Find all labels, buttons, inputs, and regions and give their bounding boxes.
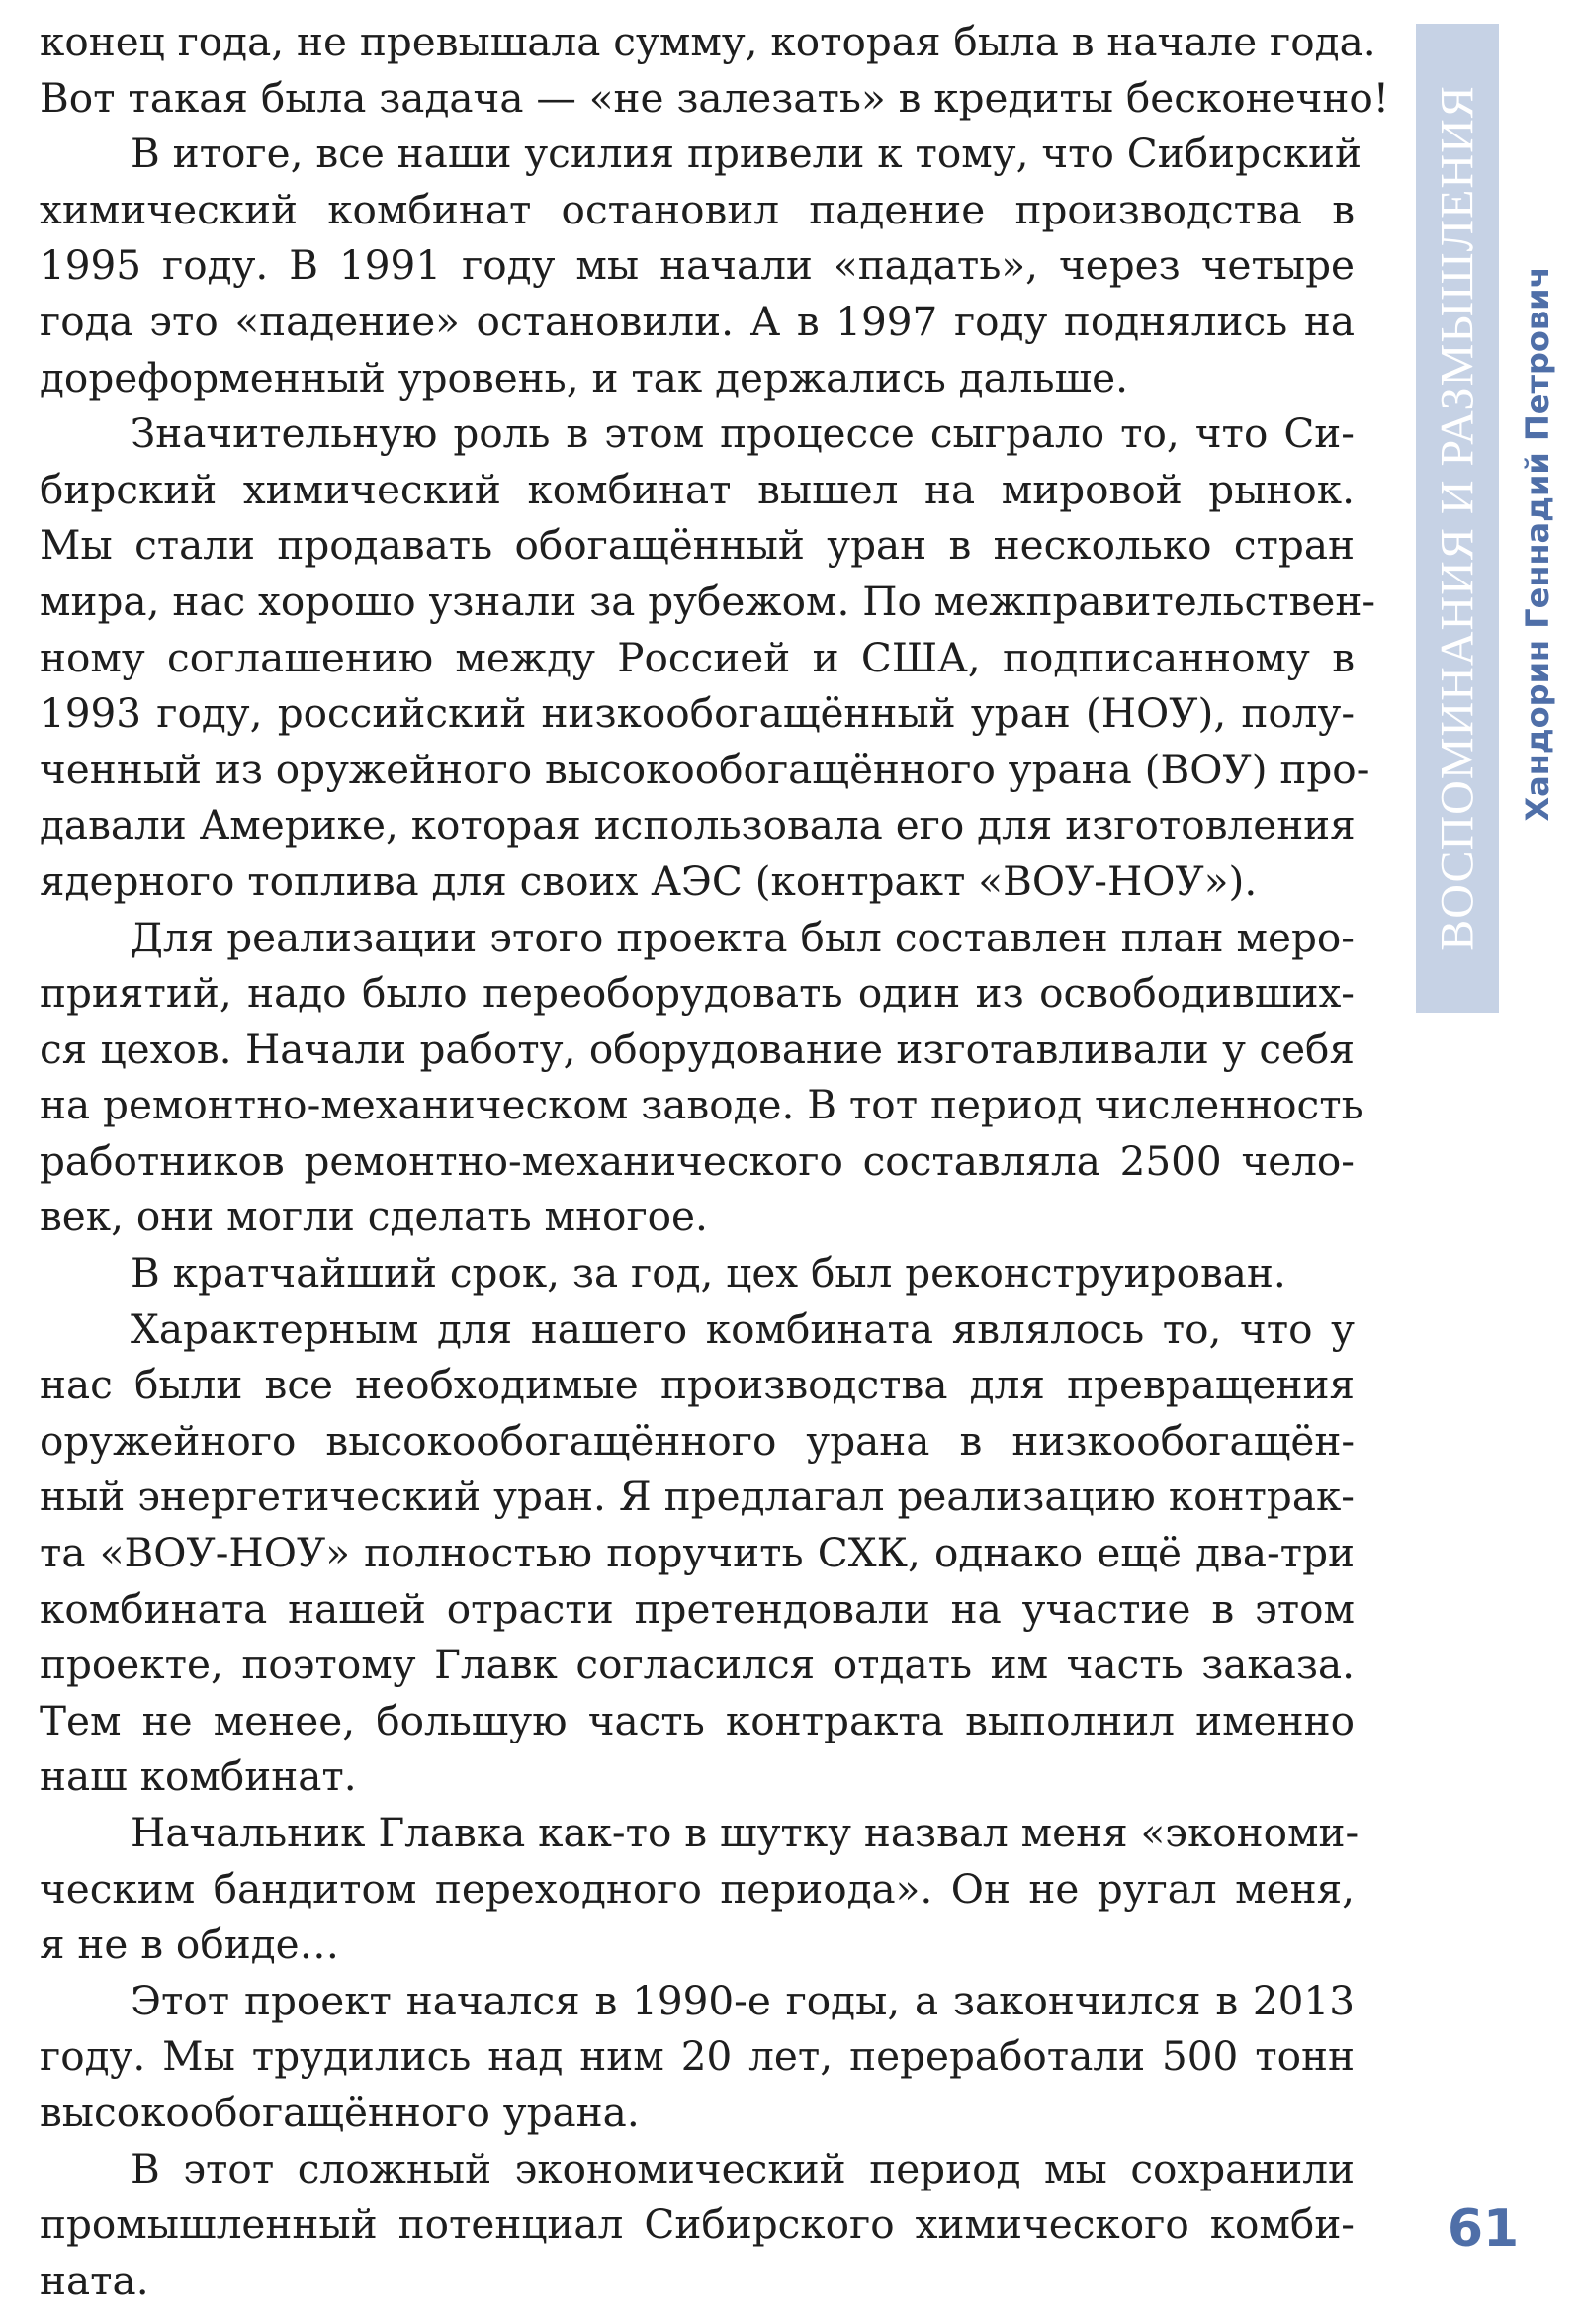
text-line: ченный из оружейного высокообогащённого урана (ВОУ) про- [40, 745, 1370, 793]
text-line: химический комбинат остановил падение производства в [40, 185, 1355, 233]
text-line: Вот такая была задача — «не залезать» в кредиты бесконечно! [40, 73, 1390, 122]
text-line: мира, нас хорошо узнали за рубежом. По межправительствен- [40, 577, 1376, 625]
text-line: век, они могли сделать многое. [40, 1193, 708, 1241]
text-line: Начальник Главка как-то в шутку назвал меня «экономи- [131, 1809, 1360, 1856]
text-line: В итоге, все наши усилия привели к тому, что Сибирский [131, 130, 1362, 178]
text-line: Значительную роль в этом процессе сыграло то, что Си- [131, 409, 1355, 458]
text-line: промышленный потенциал Сибирского химического комби- [40, 2200, 1355, 2249]
text-line: приятий, надо было переоборудовать один из освободивших- [40, 969, 1355, 1018]
text-line: ся цехов. Начали работу, оборудование изготавливали у себя [40, 1025, 1355, 1073]
text-line: Тем не менее, большую часть контракта выполнил именно [40, 1696, 1355, 1744]
text-line: я не в обиде… [40, 1921, 340, 1969]
text-line: 1995 году. В 1991 году мы начали «падать», через четыре [40, 241, 1355, 290]
text-line: Характерным для нашего комбината являлось то, что у [131, 1304, 1355, 1353]
text-line: Этот проект начался в 1990-е годы, а закончился в 2013 [131, 1976, 1355, 2024]
text-line: бирский химический комбинат вышел на мировой рынок. [40, 465, 1355, 513]
section-title-band [1416, 24, 1499, 1013]
text-line: давали Америке, которая использовала его для изготовления [40, 801, 1356, 849]
text-line: ната. [40, 2256, 149, 2304]
text-line: ному соглашению между Россией и США, подписанному в [40, 633, 1355, 681]
text-line: Мы стали продавать обогащённый уран в несколько стран [40, 521, 1355, 570]
text-line: В кратчайший срок, за год, цех был реконструирован. [131, 1249, 1286, 1297]
text-line: нас были все необходимые производства для превращения [40, 1361, 1355, 1409]
author-name: Хандорин Геннадий Петрович [1519, 266, 1556, 822]
text-line: В этот сложный экономический период мы сохранили [131, 2144, 1355, 2192]
text-line: 1993 году, российский низкообогащённый уран (НОУ), полу- [40, 689, 1355, 738]
body-text [40, 14, 1390, 2308]
text-line: проекте, поэтому Главк согласился отдать им часть заказа. [40, 1641, 1355, 1689]
text-line: ческим бандитом переходного периода». Он не ругал меня, [40, 1864, 1355, 1913]
text-line: работников ремонтно-механического составляла 2500 чело- [40, 1136, 1355, 1185]
text-line: на ремонтно-механическом заводе. В тот период численность [40, 1081, 1363, 1129]
text-line: наш комбинат. [40, 1752, 357, 1801]
text-line: года это «падение» остановили. А в 1997 году поднялись на [40, 297, 1355, 345]
section-title: ВОСПОМИНАНИЯ И РАЗМЫШЛЕНИЯ [1431, 85, 1484, 951]
text-line: та «ВОУ-НОУ» полностью поручить СХК, однако ещё два-три [40, 1529, 1355, 1577]
text-line: высокообогащённого урана. [40, 2088, 640, 2136]
text-line: конец года, не превышала сумму, которая была в начале года. [40, 18, 1376, 65]
page-number: 61 [1447, 2199, 1520, 2259]
text-line: оружейного высокообогащённого урана в низкообогащён- [40, 1416, 1355, 1465]
author-running-head [1503, 227, 1572, 860]
text-line: ядерного топлива для своих АЭС (контракт «ВОУ-НОУ»). [40, 856, 1258, 905]
text-line: дореформенный уровень, и так держались дальше. [40, 353, 1128, 402]
text-line: Для реализации этого проекта был составлен план меро- [131, 913, 1355, 961]
text-line: ный энергетический уран. Я предлагал реализацию контрак- [40, 1473, 1355, 1521]
text-line: комбината нашей отрасти претендовали на участие в этом [40, 1584, 1355, 1633]
text-line: году. Мы трудились над ним 20 лет, переработали 500 тонн [40, 2032, 1355, 2081]
